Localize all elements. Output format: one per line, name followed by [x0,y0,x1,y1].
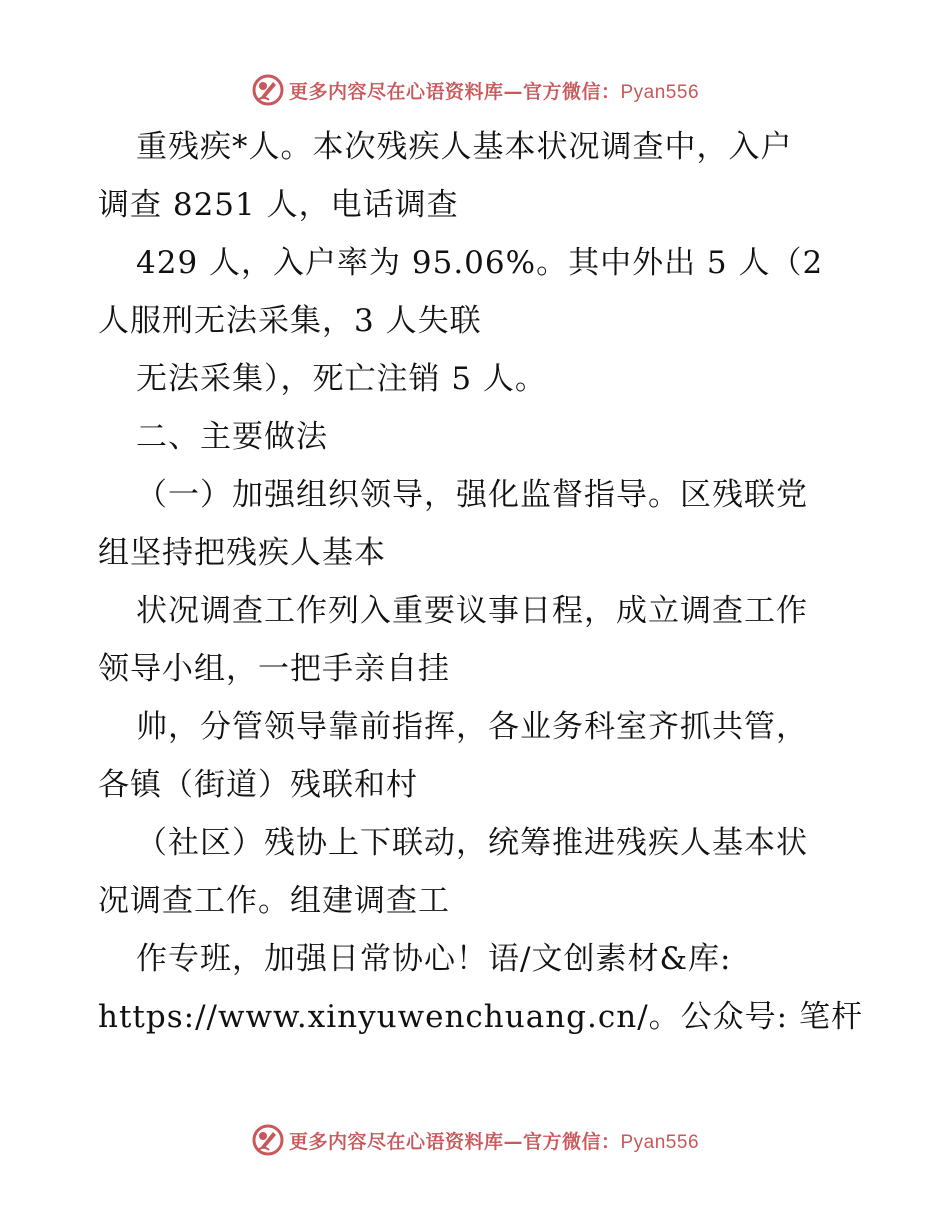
rose-pen-logo-icon [251,73,285,107]
text-line: 调查 8251 人，电话调查 [98,187,459,223]
watermark-wechat-id: Pyan556 [620,81,700,103]
watermark-site-text: 更多内容尽在心语资料库—官方微信： [288,80,621,103]
footer-watermark [0,1120,950,1160]
rose-pen-logo-icon [251,1123,285,1157]
text-line: 况调查工作。组建调查工 [98,883,450,919]
document-body [98,118,863,1046]
header-watermark [0,70,950,110]
text-line: 429 人，入户率为 95.06%。其中外出 5 人（2 [136,245,824,281]
text-line: 帅，分管领导靠前指挥，各业务科室齐抓共管， [136,709,808,745]
watermark-site-text: 更多内容尽在心语资料库—官方微信： [288,1130,621,1153]
text-line: 无法采集），死亡注销 5 人。 [136,361,547,397]
text-line: 作专班，加强日常协心！语/文创素材&库: [136,941,732,977]
watermark-wechat-id: Pyan556 [620,1131,700,1153]
subsection-heading: （一）加强组织领导，强化监督指导。区残联党 [136,477,808,513]
text-line: 状况调查工作列入重要议事日程，成立调查工作 [136,593,808,629]
section-heading: 二、主要做法 [136,419,328,455]
text-line: 人服刑无法采集，3 人失联 [98,303,482,339]
watermark-text [289,77,699,104]
watermark-text [289,1127,699,1154]
text-line: （社区）残协上下联动，统筹推进残疾人基本状 [136,825,808,861]
url-line: https://www.xinyuwenchuang.cn/。公众号: 笔杆 [98,999,863,1035]
text-line: 各镇（街道）残联和村 [98,767,418,803]
text-line: 组坚持把残疾人基本 [98,535,386,571]
text-line: 重残疾*人。本次残疾人基本状况调查中，入户 [136,129,793,165]
text-line: 领导小组，一把手亲自挂 [98,651,450,687]
